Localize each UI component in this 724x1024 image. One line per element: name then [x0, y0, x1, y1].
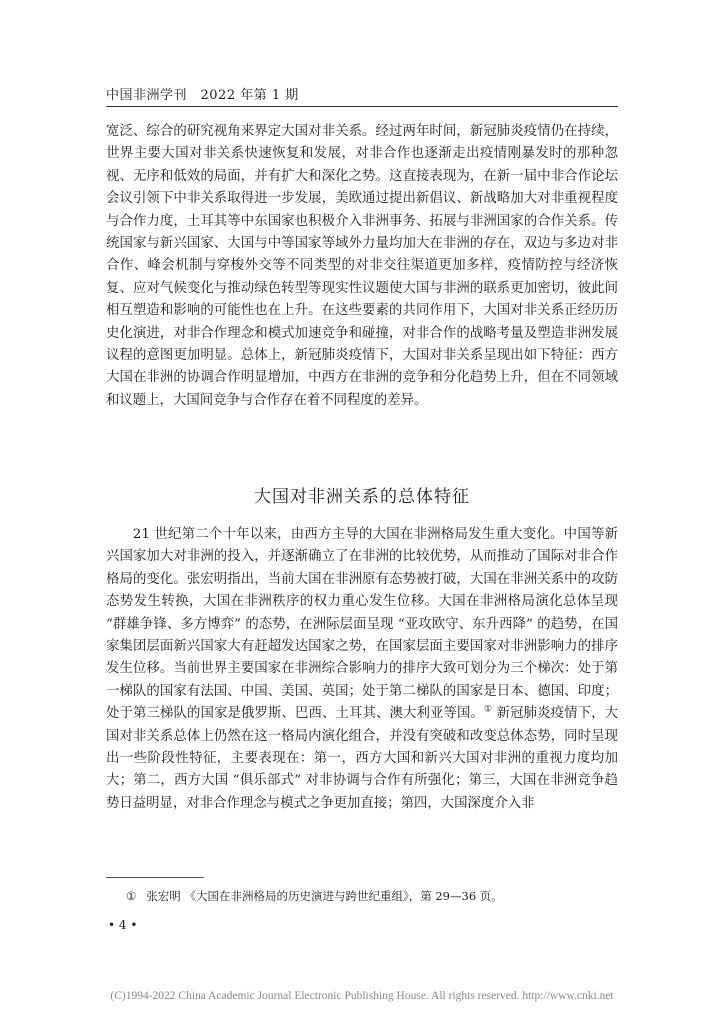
- footnote-divider: [106, 877, 204, 878]
- section-paragraph: [106, 524, 618, 815]
- page-number: • 4 •: [108, 918, 138, 932]
- footnote-text: 张宏明 《大国在非洲格局的历史演进与跨世纪重组》，第 29—36 页。: [146, 889, 503, 903]
- running-head: 中国非洲学刊 2022 年第 1 期: [106, 88, 299, 103]
- footnote-mark: ①: [126, 889, 137, 903]
- section-text-part2: 新冠肺炎疫情下，大国对非关系总体上仍然在这一格局内演化组合，并没有突破和改变总体态势，同时呈现出一些阶段性特征，主要表现在：第一，西方大国和新兴大国对非洲的重视力度均加大；第二，西方大国 “俱乐部式” 对非协调与合作有所强化；第三，大国在非洲竞争趋势日益明显，对非合作理念与模式之争更加直接；第四，大国深度介入非: [106, 706, 619, 811]
- section-paragraph-block: [106, 524, 618, 815]
- footnote-reference[interactable]: ①: [484, 704, 493, 715]
- section-title: 大国对非洲关系的总体特征: [254, 487, 470, 507]
- section-text-part1: 21 世纪第二个十年以来，由西方主导的大国在非洲格局发生重大变化。中国等新兴国家加大对非洲的投入，并逐渐确立了在非洲的比较优势，从而推动了国际对非合作格局的变化。张宏明指出，当前大国在非洲原有态势被打破，大国在非洲关系中的攻防态势发生转换，大国在非洲秩序的权力重心发生位移。大国在非洲格局演化总体呈现 “群雄争锋、多方博弈” 的态势，在洲际层面呈现 “亚攻欧守、东升西降” 的趋势，在国家集团层面新兴国家大有赶超发达国家之势，在国家层面主要国家对非洲影响力的排序发生位移。当前世界主要国家在非洲综合影响力的排序大致可划分为三个梯次：处于第一梯队的国家有法国、中国、美国、英国；处于第二梯队的国家是日本、德国、印度；处于第三梯队的国家是俄罗斯、巴西、土耳其、澳大利亚等国。: [106, 527, 618, 722]
- intro-paragraph: 宽泛、综合的研究视角来界定大国对非关系。经过两年时间，新冠肺炎疫情仍在持续，世界主要大国对非关系快速恢复和发展，对非合作也逐渐走出疫情刚暴发时的那种忽视、无序和低效的局面，并有扩大和深化之势。这直接表现为，在新一届中非合作论坛会议引领下中非关系取得进一步发展，美欧通过提出新倡议、新战略加大对非重视程度与合作力度，土耳其等中东国家也积极介入非洲事务、拓展与非洲国家的合作关系。传统国家与新兴国家、大国与中等国家等域外力量均加大在非洲的存在，双边与多边对非合作、峰会机制与穿梭外交等不同类型的对非交往渠道更加多样，疫情防控与经济恢复、应对气候变化与推动绿色转型等现实性议题使大国与非洲的联系更加密切，彼此间相互塑造和影响的可能性也在上升。在这些要素的共同作用下，大国对非关系正经历历史化演进，对非合作理念和模式加速竞争和碰撞，对非合作的战略考量及塑造非洲发展议程的意图更加明显。总体上，新冠肺炎疫情下，大国对非关系呈现出如下特征：西方大国在非洲的协调合作明显增加，中西方在非洲的竞争和分化趋势上升，但在不同领域和议题上，大国间竞争与合作存在着不同程度的差异。: [106, 124, 618, 408]
- footnote: [126, 888, 503, 904]
- copyright-notice: (C)1994-2022 China Academic Journal Electronic Publishing House. All rights reserved. http://www.cnki.net: [110, 990, 614, 1002]
- header-divider: [106, 106, 618, 107]
- intro-paragraph-block: [106, 121, 618, 412]
